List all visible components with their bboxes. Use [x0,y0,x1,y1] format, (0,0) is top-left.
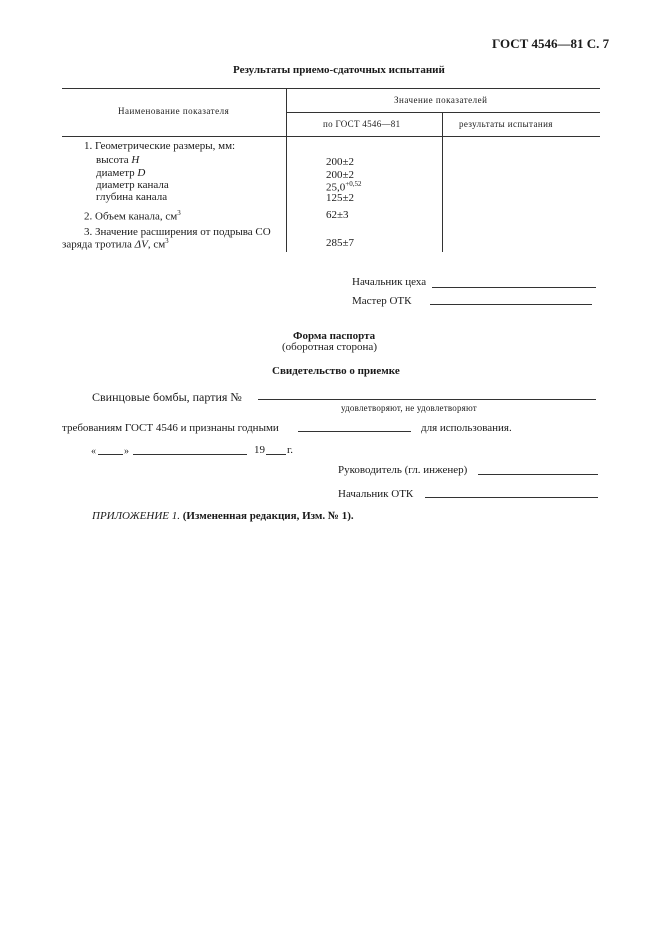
row-channel-volume-label: 2. Объем канала, $см^3$ [84,209,181,223]
manager-label: Руководитель (гл. инженер) [338,464,468,476]
date-year-prefix: 19 [254,444,265,456]
row-diameter-value: 200±2 [326,169,355,181]
document-reference: ГОСТ 4546—81 С. 7 [492,36,610,51]
head-otk-label: Начальник ОТК [338,488,414,500]
usage-text: для использования. [421,422,512,434]
manager-signature-line[interactable] [478,474,598,475]
table-divider-2 [442,112,443,252]
column-header-gost: по ГОСТ 4546—81 [323,119,401,129]
row-channel-diameter-label: диаметр канала [96,179,169,191]
column-header-result: результаты испытания [459,119,553,129]
date-month-line[interactable] [133,454,247,455]
batch-number-line[interactable] [258,399,596,400]
row-height-label: высота H [96,154,140,166]
row-geometric-sizes: 1. Геометрические размеры, мм: [84,140,236,152]
row-channel-volume-value: 62±3 [326,209,349,221]
table-header-border [62,136,600,137]
row-expansion-label-2: заряда тротила ΔV, $см^3$ [62,237,169,251]
passport-form-subtitle: (оборотная сторона) [282,341,377,353]
date-quote-open: « [91,446,96,457]
appendix-note: ПРИЛОЖЕНИЕ 1. (Измененная редакция, Изм. № 1). [92,510,354,522]
row-channel-depth-label: глубина канала [96,191,168,203]
date-day-line[interactable] [98,454,123,455]
lead-bombs-batch-label: Свинцовые бомбы, партия № [92,390,242,404]
row-expansion-label-1: 3. Значение расширения от подрыва СО [84,226,271,238]
row-channel-depth-value: 125±2 [326,192,355,204]
head-otk-signature-line[interactable] [425,497,598,498]
table-top-border [62,88,600,89]
head-of-shop-label: Начальник цеха [352,276,427,288]
column-header-value: Значение показателей [394,95,488,105]
row-height-value: 200±2 [326,156,355,168]
date-quote-close: » [124,446,129,457]
row-diameter-label: диаметр D [96,167,146,179]
head-of-shop-signature-line[interactable] [432,287,596,288]
suitability-line[interactable] [298,431,411,432]
results-table-title: Результаты приемо-сдаточных испытаний [233,64,445,76]
date-year-line[interactable] [266,454,286,455]
otk-master-signature-line[interactable] [430,304,592,305]
requirements-text: требованиям ГОСТ 4546 и признаны годными [62,422,279,434]
compliance-caption: удовлетворяют, не удовлетворяют [341,403,477,413]
table-mid-border [286,112,600,113]
table-divider-1 [286,88,287,252]
otk-master-label: Мастер ОТК [352,295,412,307]
date-year-suffix: г. [287,444,294,456]
column-header-name: Наименование показателя [118,106,230,116]
row-expansion-value: 285±7 [326,237,355,249]
row-channel-diameter-value: $25,0^{+0,52}$ [326,180,362,194]
passport-form-title: Форма паспорта [293,330,376,342]
certificate-title: Свидетельство о приемке [272,365,400,377]
